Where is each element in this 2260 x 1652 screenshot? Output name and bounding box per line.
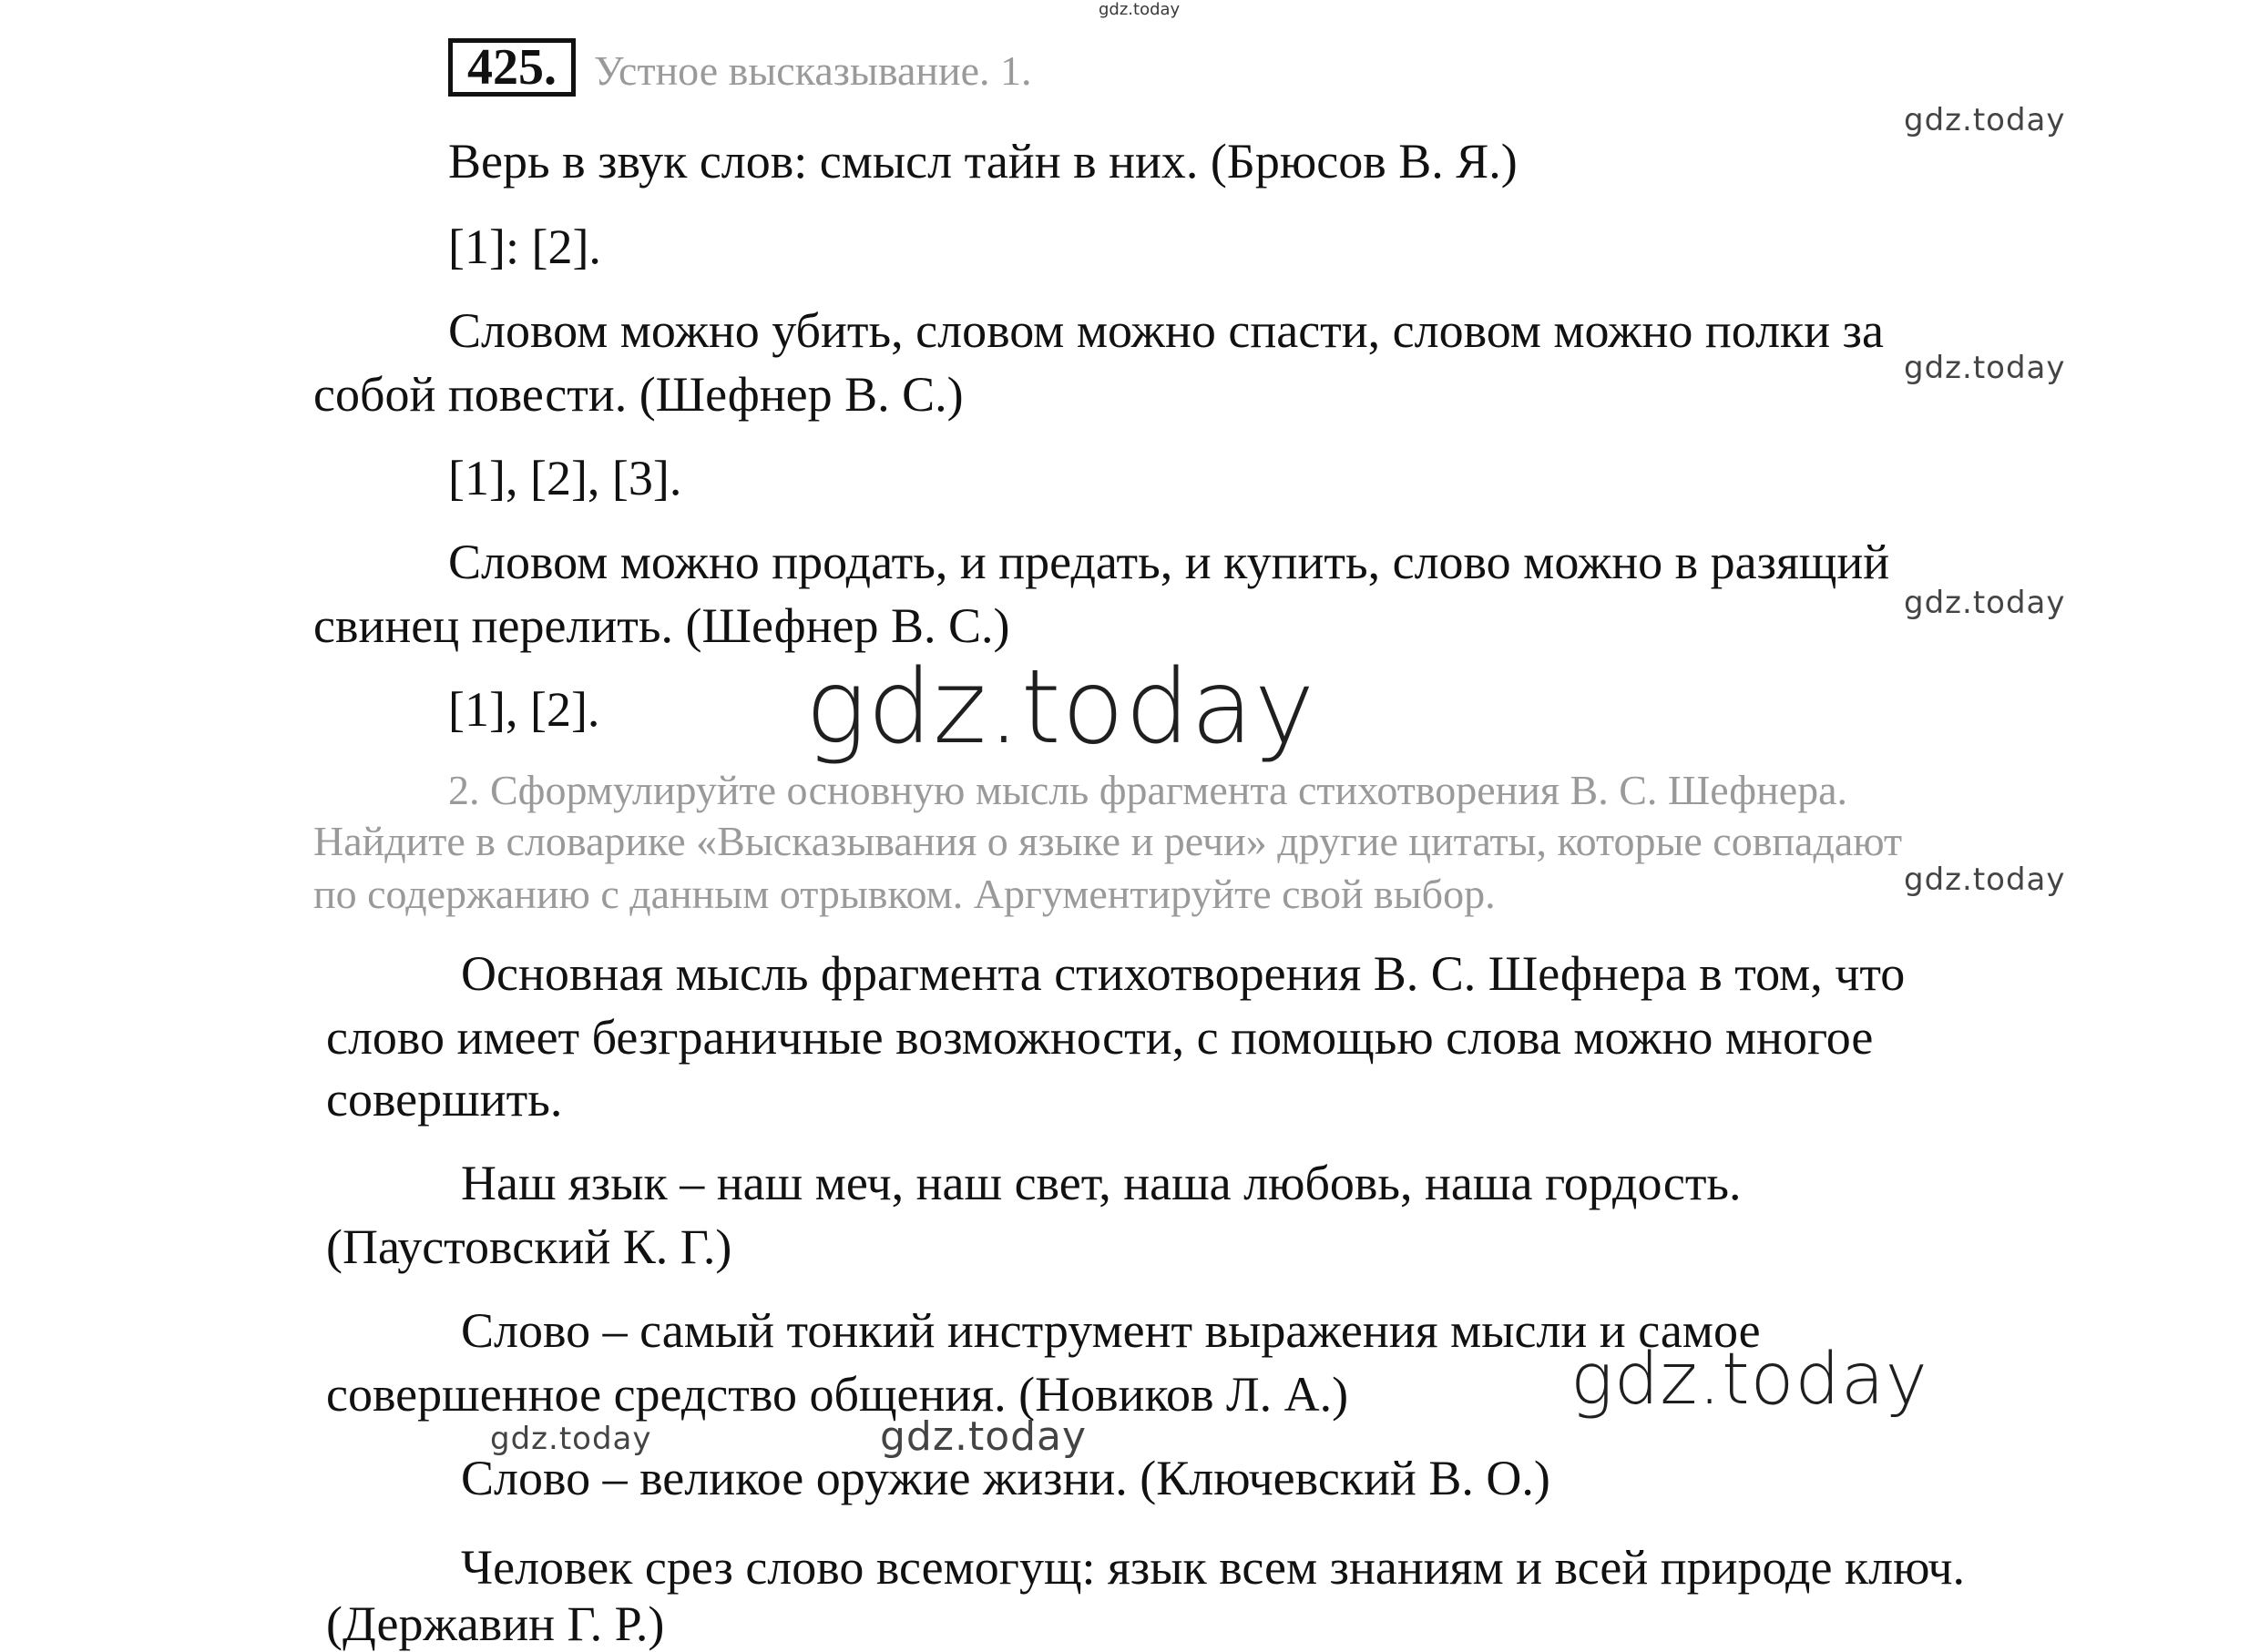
- watermark-large-2: gdz.today: [1570, 1339, 1928, 1421]
- watermark-small-2: gdz.today: [1904, 350, 2066, 386]
- task-2-line-2: Найдите в словарике «Высказывания о языке и речи» другие цитаты, которые совпадают: [313, 818, 1903, 864]
- citation-4-line-2: (Державин Г. Р.): [326, 1596, 665, 1651]
- watermark-small-6: gdz.today: [880, 1413, 1088, 1460]
- watermark-small-4: gdz.today: [1904, 862, 2066, 898]
- quote-3-scheme: [1], [2].: [448, 682, 600, 737]
- quote-2-line-1: Словом можно убить, словом можно спасти, словом можно полки за: [448, 303, 1884, 358]
- watermark-top: gdz.today: [1099, 0, 1181, 19]
- citation-2-line-1: Слово – самый тонкий инструмент выражения мысли и самое: [461, 1303, 1761, 1358]
- quote-3-line-2: свинец перелить. (Шефнер В. С.): [313, 598, 1010, 653]
- citation-1-line-2: (Паустовский К. Г.): [326, 1219, 732, 1274]
- watermark-small-1: gdz.today: [1904, 102, 2066, 138]
- citation-3-line-1: Слово – великое оружие жизни. (Ключевский В. О.): [461, 1451, 1550, 1505]
- answer-main-line-1: Основная мысль фрагмента стихотворения В. С. Шефнера в том, что: [461, 946, 1906, 1001]
- watermark-large-1: gdz.today: [805, 648, 1316, 767]
- watermark-small-3: gdz.today: [1904, 585, 2066, 621]
- quote-1-scheme: [1]: [2].: [448, 219, 601, 274]
- quote-2-line-2: собой повести. (Шефнер В. С.): [313, 367, 964, 422]
- answer-main-line-3: совершить.: [326, 1072, 563, 1127]
- watermark-small-5: gdz.today: [490, 1421, 652, 1457]
- citation-1-line-1: Наш язык – наш меч, наш свет, наша любовь, наша гордость.: [461, 1156, 1742, 1210]
- task-2-line-1: 2. Сформулируйте основную мысль фрагмента стихотворения В. С. Шефнера.: [448, 767, 1848, 813]
- quote-2-scheme: [1], [2], [3].: [448, 451, 682, 505]
- quote-3-line-1: Словом можно продать, и предать, и купить, слово можно в разящий: [448, 535, 1890, 589]
- quote-1-text: Верь в звук слов: смысл тайн в них. (Брюсов В. Я.): [448, 134, 1518, 189]
- answer-main-line-2: слово имеет безграничные возможности, с помощью слова можно многое: [326, 1010, 1874, 1065]
- citation-4-line-1: Человек срез слово всемогущ: язык всем знаниям и всей природе ключ.: [461, 1540, 1966, 1595]
- exercise-number: 425.: [448, 38, 576, 97]
- task-2-line-3: по содержанию с данным отрывком. Аргументируйте свой выбор.: [313, 871, 1496, 917]
- citation-2-line-2: совершенное средство общения. (Новиков Л. А.): [326, 1367, 1349, 1422]
- exercise-title: Устное высказывание. 1.: [594, 47, 1032, 94]
